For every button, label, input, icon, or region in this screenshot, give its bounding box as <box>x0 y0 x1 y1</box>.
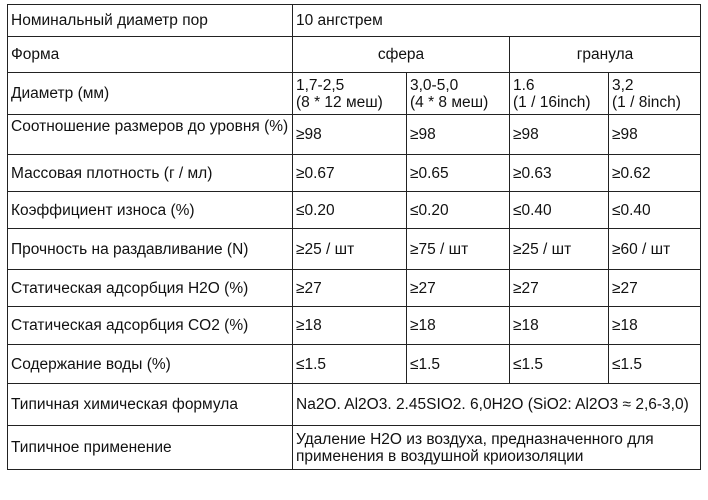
table-row <box>8 426 701 470</box>
specification-table <box>7 4 701 470</box>
table-cell: ≥98 <box>293 115 407 155</box>
shape-group-header: сфера <box>293 37 510 73</box>
table-cell: ≤0.40 <box>510 192 609 229</box>
table-cell: ≥0.63 <box>510 155 609 192</box>
table-cell: ≥18 <box>609 307 701 345</box>
table-cell: ≥27 <box>609 270 701 307</box>
row-label: Форма <box>8 37 293 73</box>
row-label: Коэффициент износа (%) <box>8 192 293 229</box>
table-cell: ≥27 <box>293 270 407 307</box>
table-cell: ≥98 <box>407 115 510 155</box>
table-cell: ≤0.20 <box>407 192 510 229</box>
cell-line: 1.6 <box>513 76 535 94</box>
table-cell: ≥18 <box>407 307 510 345</box>
table-cell: ≥0.62 <box>609 155 701 192</box>
table-cell: ≥25 / шт <box>510 229 609 270</box>
table-row <box>8 307 701 345</box>
table-cell: ≤1.5 <box>293 345 407 384</box>
table-cell: ≥0.67 <box>293 155 407 192</box>
table-row <box>8 270 701 307</box>
table-row <box>8 73 701 115</box>
table-cell: ≥98 <box>609 115 701 155</box>
table-cell <box>510 73 609 115</box>
row-label: Статическая адсорбция CO2 (%) <box>8 307 293 345</box>
table-row <box>8 345 701 384</box>
table-cell: ≥0.65 <box>407 155 510 192</box>
table-cell: ≤1.5 <box>407 345 510 384</box>
cell-line: (1 / 8inch) <box>612 93 681 111</box>
cell-line: (1 / 16inch) <box>513 93 591 111</box>
row-label-text: Соотношение размеров до уровня (%) <box>11 117 289 135</box>
row-label: Статическая адсорбция H2O (%) <box>8 270 293 307</box>
cell-line: 3,0-5,0 <box>410 76 459 94</box>
row-label: Прочность на раздавливание (N) <box>8 229 293 270</box>
table-cell: ≥27 <box>510 270 609 307</box>
table-row <box>8 37 701 73</box>
table-cell: ≤1.5 <box>609 345 701 384</box>
table-cell: ≤1.5 <box>510 345 609 384</box>
row-label <box>8 115 293 155</box>
table-cell <box>407 73 510 115</box>
table-cell <box>293 73 407 115</box>
table-cell: ≥18 <box>510 307 609 345</box>
table-cell: ≥60 / шт <box>609 229 701 270</box>
table-cell: ≥27 <box>407 270 510 307</box>
table-cell: ≥75 / шт <box>407 229 510 270</box>
row-label: Содержание воды (%) <box>8 345 293 384</box>
cell-line: 3,2 <box>612 76 634 94</box>
row-value: Удаление H2O из воздуха, предназначенного для применения в воздушной криоизоляции <box>293 426 701 470</box>
table-row <box>8 5 701 37</box>
row-label: Диаметр (мм) <box>8 73 293 115</box>
cell-line: (8 * 12 меш) <box>296 93 383 111</box>
row-value: 10 ангстрем <box>293 5 701 37</box>
row-label: Массовая плотность (г / мл) <box>8 155 293 192</box>
table-row <box>8 192 701 229</box>
table-cell: ≤0.40 <box>609 192 701 229</box>
shape-group-header: гранула <box>510 37 701 73</box>
table-row <box>8 384 701 426</box>
row-value: Na2O. Al2O3. 2.45SIO2. 6,0H2O (SiO2: Al2O3 ≈ 2,6-3,0) <box>293 384 701 426</box>
row-label: Типичное применение <box>8 426 293 470</box>
table-cell: ≥25 / шт <box>293 229 407 270</box>
table-cell: ≥98 <box>510 115 609 155</box>
table-row <box>8 115 701 155</box>
cell-line: 1,7-2,5 <box>296 76 345 94</box>
cell-line: (4 * 8 меш) <box>410 93 489 111</box>
table-row <box>8 229 701 270</box>
row-label: Номинальный диаметр пор <box>8 5 293 37</box>
table-cell <box>609 73 701 115</box>
table-row <box>8 155 701 192</box>
row-label: Типичная химическая формула <box>8 384 293 426</box>
table-cell: ≤0.20 <box>293 192 407 229</box>
table-cell: ≥18 <box>293 307 407 345</box>
